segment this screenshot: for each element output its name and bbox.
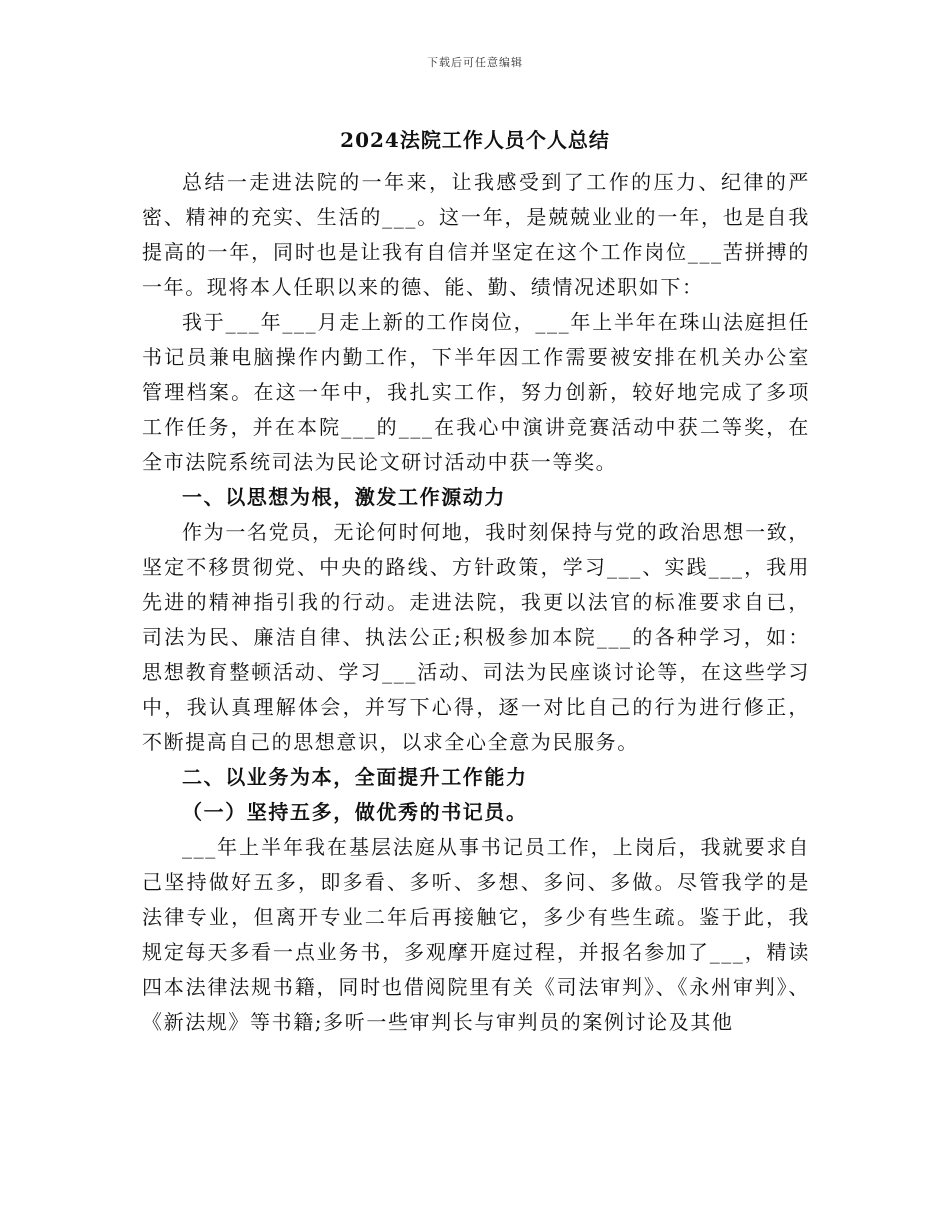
- document-title: 2024法院工作人员个人总结: [340, 128, 610, 152]
- section-heading-1: 一、以思想为根，激发工作源动力: [182, 485, 506, 509]
- intro-paragraph: 总结一走进法院的一年来，让我感受到了工作的压力、纪律的严密、精神的充实、生活的___。这一年，是兢兢业业的一年，也是自我提高的一年，同时也是让我有自信并坚定在这个工作岗位___苦拼搏的一年。现将本人任职以来的德、能、勤、绩情况述职如下：: [142, 170, 810, 299]
- career-paragraph: 我于___年___月走上新的工作岗位，___年上半年在珠山法庭担任书记员兼电脑操作内勤工作，下半年因工作需要被安排在机关办公室管理档案。在这一年中，我扎实工作，努力创新，较好地完成了多项工作任务，并在本院___的___在我心中演讲竞赛活动中获二等奖，在全市法院系统司法为民论文研讨活动中获一等奖。: [142, 310, 810, 474]
- header-note: 下载后可任意编辑: [427, 56, 523, 69]
- subsection-heading-1: （一）坚持五多，做优秀的书记员。: [182, 800, 528, 824]
- ideology-paragraph: 作为一名党员，无论何时何地，我时刻保持与党的政治思想一致，坚定不移贯彻党、中央的路线、方针政策，学习___、实践___，我用先进的精神指引我的行动。走进法院，我更以法官的标准要求自已，司法为民、廉洁自律、执法公正;积极参加本院___的各种学习，如：思想教育整顿活动、学习___活动、司法为民座谈讨论等，在这些学习中，我认真理解体会，并写下心得，逐一对比自己的行为进行修正，不断提高自己的思想意识，以求全心全意为民服务。: [142, 520, 810, 754]
- clerk-work-paragraph: ___年上半年我在基层法庭从事书记员工作，上岗后，我就要求自己坚持做好五多，即多看、多听、多想、多问、多做。尽管我学的是法律专业，但离开专业二年后再接触它，多少有些生疏。鉴于此，我规定每天多看一点业务书，多观摩开庭过程，并报名参加了___，精读四本法律法规书籍，同时也借阅院里有关《司法审判》、《永州审判》、《新法规》等书籍;多听一些审判长与审判员的案例讨论及其他: [142, 835, 810, 1034]
- section-heading-2: 二、以业务为本，全面提升工作能力: [182, 765, 528, 789]
- document-body: [142, 165, 810, 1040]
